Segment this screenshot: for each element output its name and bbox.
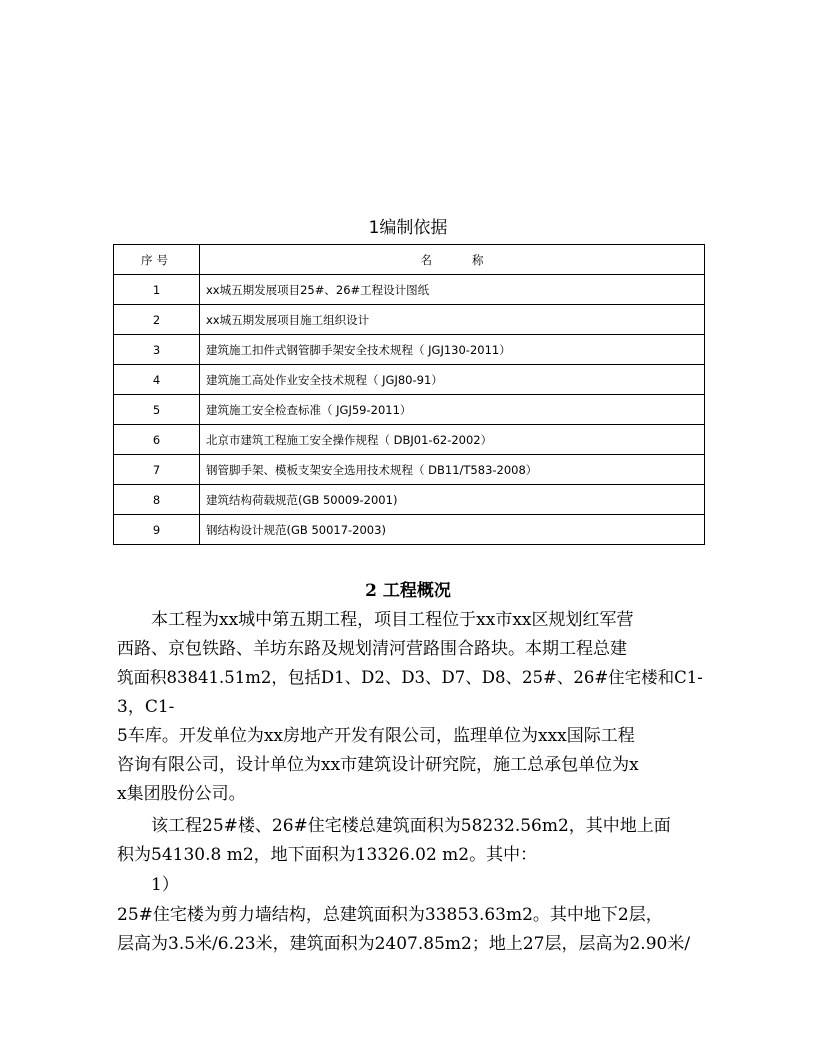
body-line: 3，C1- (117, 697, 175, 717)
table-row (114, 335, 705, 365)
table-row (114, 425, 705, 455)
body-line: 咨询有限公司，设计单位为xx市建筑设计研究院，施工总承包单位为x (117, 755, 639, 775)
row-name: 北京市建筑工程施工安全操作规程（ DBJ01-62-2002） (200, 425, 705, 455)
table-row (114, 455, 705, 485)
body-line: 筑面积83841.51m2，包括D1、D2、D3、D7、D8、25#、26#住宅楼和C1- (117, 668, 703, 687)
table-row (114, 515, 705, 545)
header-number: 序号 (114, 245, 200, 275)
row-number: 1 (114, 275, 200, 305)
header-name-char-2: 称 (472, 252, 484, 267)
body-line: 该工程25#楼、26#住宅楼总建筑面积为58232.56m2，其中地上面 (117, 816, 671, 836)
body-line: 1） (117, 875, 179, 895)
row-number: 3 (114, 335, 200, 365)
table-row (114, 485, 705, 515)
body-line: 25#住宅楼为剪力墙结构，总建筑面积为33853.63m2。其中地下2层， (117, 905, 663, 925)
row-name: 建筑施工扣件式钢管脚手架安全技术规程（ JGJ130-2011） (200, 335, 705, 365)
header-name (200, 245, 705, 275)
header-name-char-1: 名 (420, 252, 432, 267)
table-row (114, 395, 705, 425)
basis-table (113, 244, 705, 545)
row-name: 建筑施工安全检查标准（ JGJ59-2011） (200, 395, 705, 425)
table-row (114, 305, 705, 335)
body-line: 西路、京包铁路、羊坊东路及规划清河营路围合路块。本期工程总建 (117, 639, 627, 659)
row-name: 钢结构设计规范(GB 50017-2003) (200, 515, 705, 545)
body-line: 5车库。开发单位为xx房地产开发有限公司，监理单位为xxx国际工程 (117, 726, 635, 746)
row-number: 8 (114, 485, 200, 515)
row-number: 4 (114, 365, 200, 395)
row-number: 6 (114, 425, 200, 455)
body-line: 本工程为xx城中第五期工程，项目工程位于xx市xx区规划红军营 (117, 610, 634, 630)
body-line: 积为54130.8 m2，地下面积为13326.02 m2。其中： (117, 845, 538, 865)
row-number: 7 (114, 455, 200, 485)
row-number: 9 (114, 515, 200, 545)
row-number: 5 (114, 395, 200, 425)
body-line: 层高为3.5米/6.23米，建筑面积为2407.85m2；地上27层，层高为2.90米/ (117, 934, 691, 954)
section-1-title: 1编制依据 (368, 218, 448, 238)
row-name: 钢管脚手架、模板支架安全选用技术规程（ DB11/T583-2008） (200, 455, 705, 485)
table-header-row (114, 245, 705, 275)
body-line: x集团股份公司。 (117, 784, 246, 804)
row-name: xx城五期发展项目25#、26#工程设计图纸 (200, 275, 705, 305)
row-name: 建筑结构荷载规范(GB 50009-2001) (200, 485, 705, 515)
row-name: 建筑施工高处作业安全技术规程（ JGJ80-91） (200, 365, 705, 395)
row-number: 2 (114, 305, 200, 335)
table-row (114, 275, 705, 305)
section-2-title: 2 工程概况 (365, 581, 451, 601)
row-name: xx城五期发展项目施工组织设计 (200, 305, 705, 335)
table-row (114, 365, 705, 395)
